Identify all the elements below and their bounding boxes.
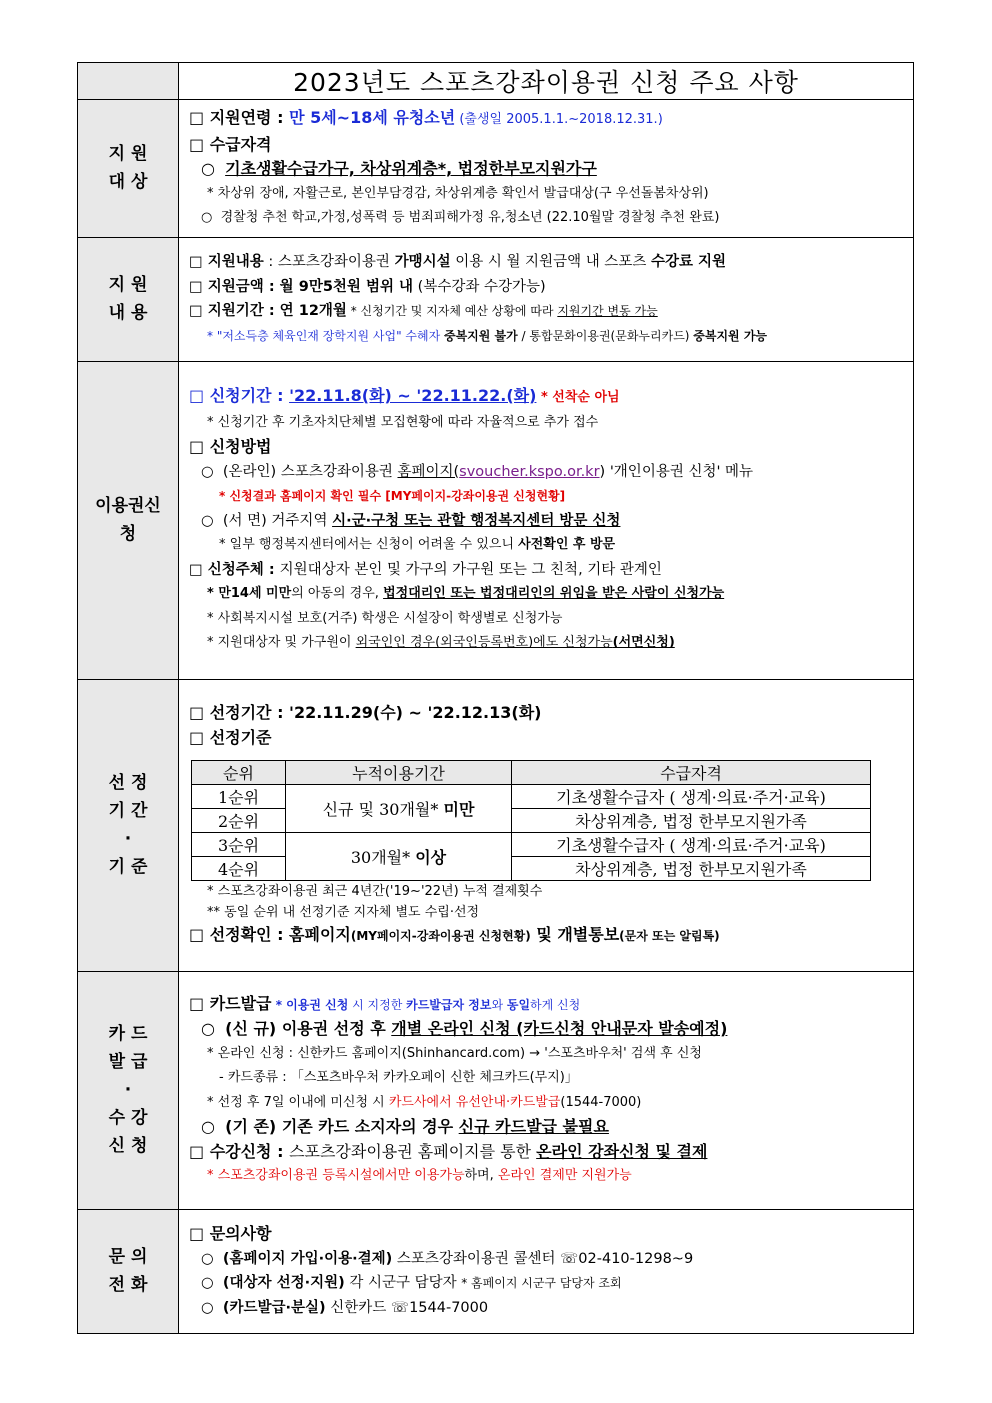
section-content: □ 지원내용 : 스포츠강좌이용권 가맹시설 이용 시 월 지원금액 내 스포츠 수강료 지원 □ 지원금액 : 월 9만5천원 범위 내 (복수강좌 수강가능) □ 지원기간 : 연 12개월 * 신청기간 및 지자체 예산 상황에 따라 지원기간 변동 가능 * "저소득층 체육인재 장학지원 사업" 수혜자 중복지원 불가 / 통합문화이용권(문화누리카드) 중복지원 가능 [179,237,914,361]
criteria-header: 수급자격 [512,761,871,785]
header-blank [78,63,179,100]
section-label-select: 선 정 기 간 · 기 준 [78,679,179,971]
page-title: 2023년도 스포츠강좌이용권 신청 주요 사항 [179,63,914,100]
section-select: □ 선정기간 : '22.11.29(수) ~ '22.12.13(화) □ 선정기준 순위 누적이용기간 수급자격 1순위 신규 및 30개월* 미만 기초생활수급자 ( 생계·의료·주거·교육) 2순위 차상위계층, 법정 한부모지원가족 3순위 30개월* 이상 기초생활수급자 ( 생계·의료·주거·교육) 4순위 차상위계층, 법정 한부모지원가족 * 스포츠강좌이용권 최근 4년간('19~'22년) 누적 결제횟수 ** 동일 순위 내 선정기준 지자체 별도 수립·선정 □ 선정확인 : 홈페이지(MY페이지-강좌이용권 신청현황) 및 개별통보(문자 또는 알림톡) [179,679,914,971]
section-label-card: 카 드 발 급 · 수 강 신 청 [78,971,179,1209]
rank-cell: 1순위 [192,785,286,809]
qual-cell: 차상위계층, 법정 한부모지원가족 [512,809,871,833]
criteria-header: 누적이용기간 [286,761,512,785]
section-apply: □ 신청기간 : '22.11.8(화) ~ '22.11.22.(화) * 선착순 아님 * 신청기간 후 기초자치단체별 모집현황에 따라 자율적으로 추가 접수 □ 신청방법 ○ (온라인) 스포츠강좌이용권 홈페이지(svoucher.kspo.or.kr) '개인이용권 신청' 메뉴 * 신청결과 홈페이지 확인 필수 [MY페이지-강좌이용권 신청현황] ○ (서 면) 거주지역 시·군·구청 또는 관할 행정복지센터 방문 신청 * 일부 행정복지센터에서는 신청이 어려울 수 있으니 사전확인 후 방문 □ 신청주체 : 지원대상자 본인 및 가구의 가구원 또는 그 친척, 기타 관계인 * 만14세 미만의 아동의 경우, 법정대리인 또는 법정대리인의 위임을 받은 사람이 신청가능 * 사회복지시설 보호(거주) 학생은 시설장이 학생별로 신청가능 * 지원대상자 및 가구원이 외국인인 경우(외국인등록번호)에도 신청가능(서면신청) [179,361,914,679]
rank-cell: 4순위 [192,857,286,881]
criteria-table [191,760,871,881]
section-target: □ 지원연령 : 만 5세~18세 유청소년 (출생일 2005.1.1.~2018.12.31.) □ 수급자격 ○ 기초생활수급가구, 차상위계층*, 법정한부모지원가구 * 차상위 장애, 자활근로, 본인부담경감, 차상위계층 확인서 발급대상(구 우선돌봄차상위) ○ 경찰청 추천 학교,가정,성폭력 등 범죄피해가정 유,청소년 (22.10월말 경찰청 추천 완료) [179,100,914,238]
rank-cell: 2순위 [192,809,286,833]
period-cell: 신규 및 30개월* 미만 [286,785,512,833]
section-label-contact: 문 의 전 화 [78,1209,179,1333]
section-card: □ 카드발급 * 이용권 신청 시 지정한 카드발급자 정보와 동일하게 신청 ○ (신 규) 이용권 선정 후 개별 온라인 신청 (카드신청 안내문자 발송예정) * 온라인 신청 : 신한카드 홈페이지(Shinhancard.com) → '스포츠바우처' 검색 후 신청 - 카드종류 : 「스포츠바우처 카카오페이 신한 체크카드(무지)」 * 선정 후 7일 이내에 미신청 시 카드사에서 유선안내·카드발급(1544-7000) ○ (기 존) 기존 카드 소지자의 경우 신규 카드발급 불필요 □ 수강신청 : 스포츠강좌이용권 홈페이지를 통한 온라인 강좌신청 및 결제 * 스포츠강좌이용권 등록시설에서만 이용가능하며, 온라인 결제만 지원가능 [179,971,914,1209]
section-label-apply: 이용권신 청 [78,361,179,679]
criteria-header: 순위 [192,761,286,785]
qual-cell: 차상위계층, 법정 한부모지원가족 [512,857,871,881]
rank-cell: 3순위 [192,833,286,857]
section-contact: □ 문의사항 ○ (홈페이지 가입·이용·결제) 스포츠강좌이용권 콜센터 ☏02-410-1298~9 ○ (대상자 선정·지원) 각 시군구 담당자 * 홈페이지 시군구 담당자 조회 ○ (카드발급·분실) 신한카드 ☏1544-7000 [179,1209,914,1333]
section-label-target: 지 원 대 상 [78,100,179,238]
info-table [77,62,914,1334]
period-cell: 30개월* 이상 [286,833,512,881]
qual-cell: 기초생활수급자 ( 생계·의료·주거·교육) [512,833,871,857]
qual-cell: 기초생활수급자 ( 생계·의료·주거·교육) [512,785,871,809]
section-label-content: 지 원 내 용 [78,237,179,361]
